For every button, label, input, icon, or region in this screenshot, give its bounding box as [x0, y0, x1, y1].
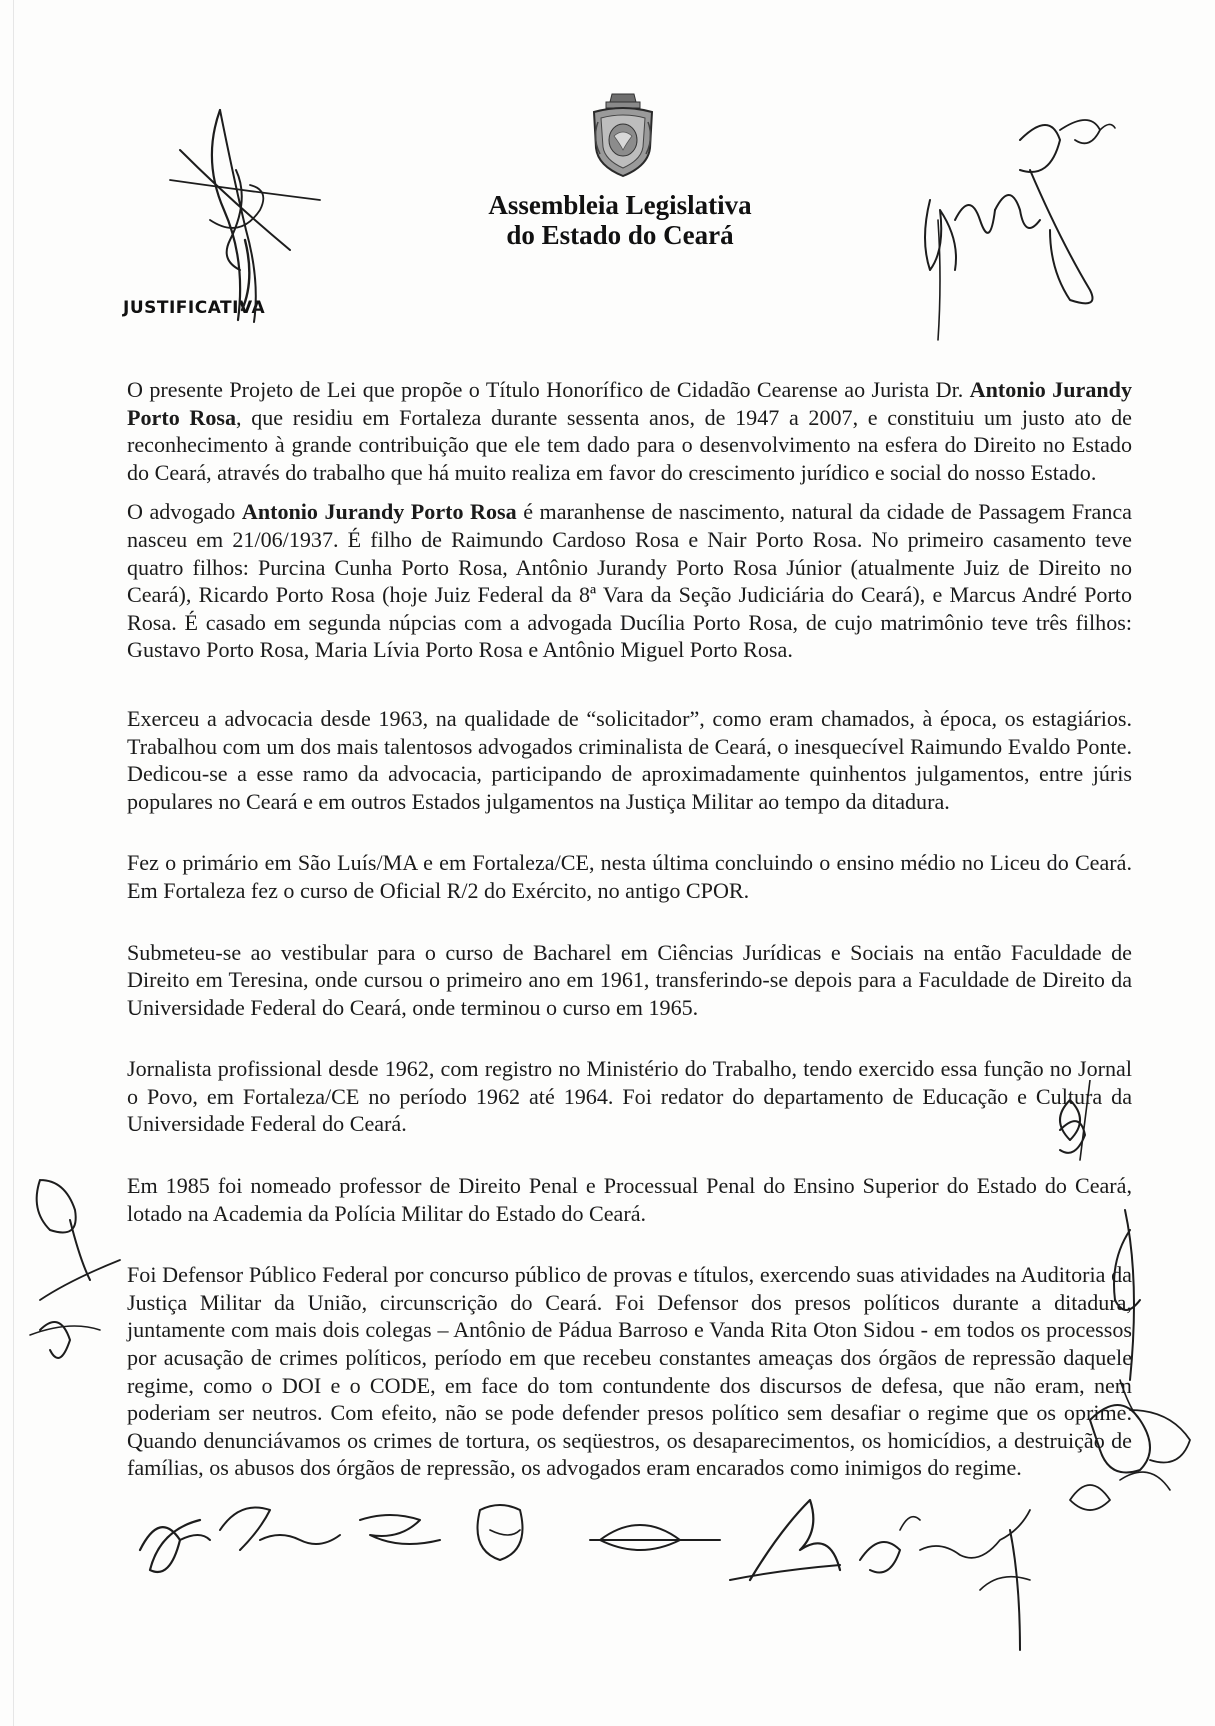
top-right-signature	[900, 100, 1130, 350]
institution-line-1: Assembleia Legislativa	[488, 190, 752, 220]
paragraph-2	[127, 498, 1132, 664]
institution-line-2: do Estado do Ceará	[506, 220, 734, 250]
paragraph-2-text-a: O advogado	[127, 499, 242, 525]
paragraph-6: Jornalista profissional desde 1962, com registro no Ministério do Trabalho, tendo exercido essa função no Jornal o Povo, em Fortaleza/CE no período 1962 até 1964. Foi redator do departamento de Educação e Cultura da Universidade Federal do Ceará.	[127, 1056, 1132, 1137]
left-margin-initials	[20, 1150, 140, 1390]
paragraph-4: Fez o primário em São Luís/MA e em Fortaleza/CE, nesta última concluindo o ensino médio no Liceu do Ceará. Em Fortaleza fez o curso de Oficial R/2 do Exército, no antigo CPOR.	[127, 850, 1132, 903]
bottom-signature-row	[120, 1470, 1120, 1720]
paragraph-1-text-a: O presente Projeto de Lei que propõe o Título Honorífico de Cidadão Cearense ao Jurista Dr.	[127, 377, 970, 402]
paragraph-2-text-b: é maranhense de nascimento, natural da cidade de Passagem Franca nasceu em 21/06/1937. É filho de Raimundo Cardoso Rosa e Nair Porto Rosa. No primeiro casamento teve quatro filhos: Purcina Cunha Porto Rosa, Antônio Jurandy Porto Rosa Júnior (atualmente Juiz de Direito no Ceará), Ricardo Porto Rosa (hoje Juiz Federal da 8ª Vara da Seção Judiciária do Ceará), e Marcus André Porto Rosa. É casado em segunda núpcias com a advogada Ducília Porto Rosa, de cujo matrimônio teve três filhos: Gustavo Porto Rosa, Maria Lívia Porto Rosa e Antônio Miguel Porto Rosa.	[127, 499, 1132, 663]
paragraph-3: Exerceu a advocacia desde 1963, na qualidade de “solicitador”, como eram chamados, à época, os estagiários. Trabalhou com um dos mais talentosos advogados criminalista de Ceará, o inesquecível Raimundo Evaldo Ponte. Dedicou-se a esse ramo da advocacia, participando de aproximadamente quinhentos julgamentos, entre júris populares no Ceará e em outros Estados julgamentos na Justiça Militar ao tempo da ditadura.	[127, 705, 1132, 814]
justification-heading: JUSTIFICATIVA	[123, 298, 266, 318]
paragraph-5: Submeteu-se ao vestibular para o curso de Bacharel em Ciências Jurídicas e Sociais na então Faculdade de Direito em Teresina, onde cursou o primeiro ano em 1961, transferindo-se depois para a Faculdade de Direito da Universidade Federal do Ceará, onde terminou o curso em 1965.	[127, 939, 1132, 1020]
document-body	[127, 376, 1132, 1482]
honoree-name: Antonio Jurandy Porto Rosa	[241, 499, 517, 525]
paragraph-1-text-b: , que residiu em Fortaleza durante sessenta anos, de 1947 a 2007, e constituiu um justo ato de reconhecimento à grande contribuição que ele tem dado para o desenvolvimento na esfera do Direito no Estado do Ceará, através do trabalho que há muito realiza em favor do crescimento jurídico e social do nosso Estado.	[127, 404, 1132, 485]
institution-name	[400, 190, 840, 250]
state-coat-of-arms-icon	[590, 92, 656, 180]
honoree-name: Antonio Jurandy Porto Rosa	[127, 377, 1132, 430]
scan-edge	[13, 0, 14, 1726]
paragraph-1	[127, 376, 1132, 486]
top-left-signature	[150, 90, 330, 330]
paragraph-7: Em 1985 foi nomeado professor de Direito Penal e Processual Penal do Ensino Superior do Estado do Ceará, lotado na Academia da Polícia Militar do Estado do Ceará.	[127, 1173, 1132, 1226]
paragraph-8: Foi Defensor Público Federal por concurso público de provas e títulos, exercendo suas atividades na Auditoria da Justiça Militar da União, circunscrição do Ceará. Foi Defensor dos presos políticos durante a ditadura, juntamente com mais dois colegas – Antônio de Pádua Barroso e Vanda Rita Oton Sidou - em todos os processos por acusação de crimes políticos, período em que recebeu constantes ameaças dos órgãos de repressão daquele regime, como o DOI e o CODE, em face do tom contundente dos discursos de defesa, que não eram, nem poderiam ser neutros. Com efeito, não se pode defender presos político sem desafiar o regime que os oprime. Quando denunciávamos os crimes de tortura, os seqüestros, os desaparecimentos, os homicídios, a destruição de famílias, os abusos dos órgãos de repressão, os advogados eram encarados como inimigos do regime.	[127, 1262, 1132, 1481]
